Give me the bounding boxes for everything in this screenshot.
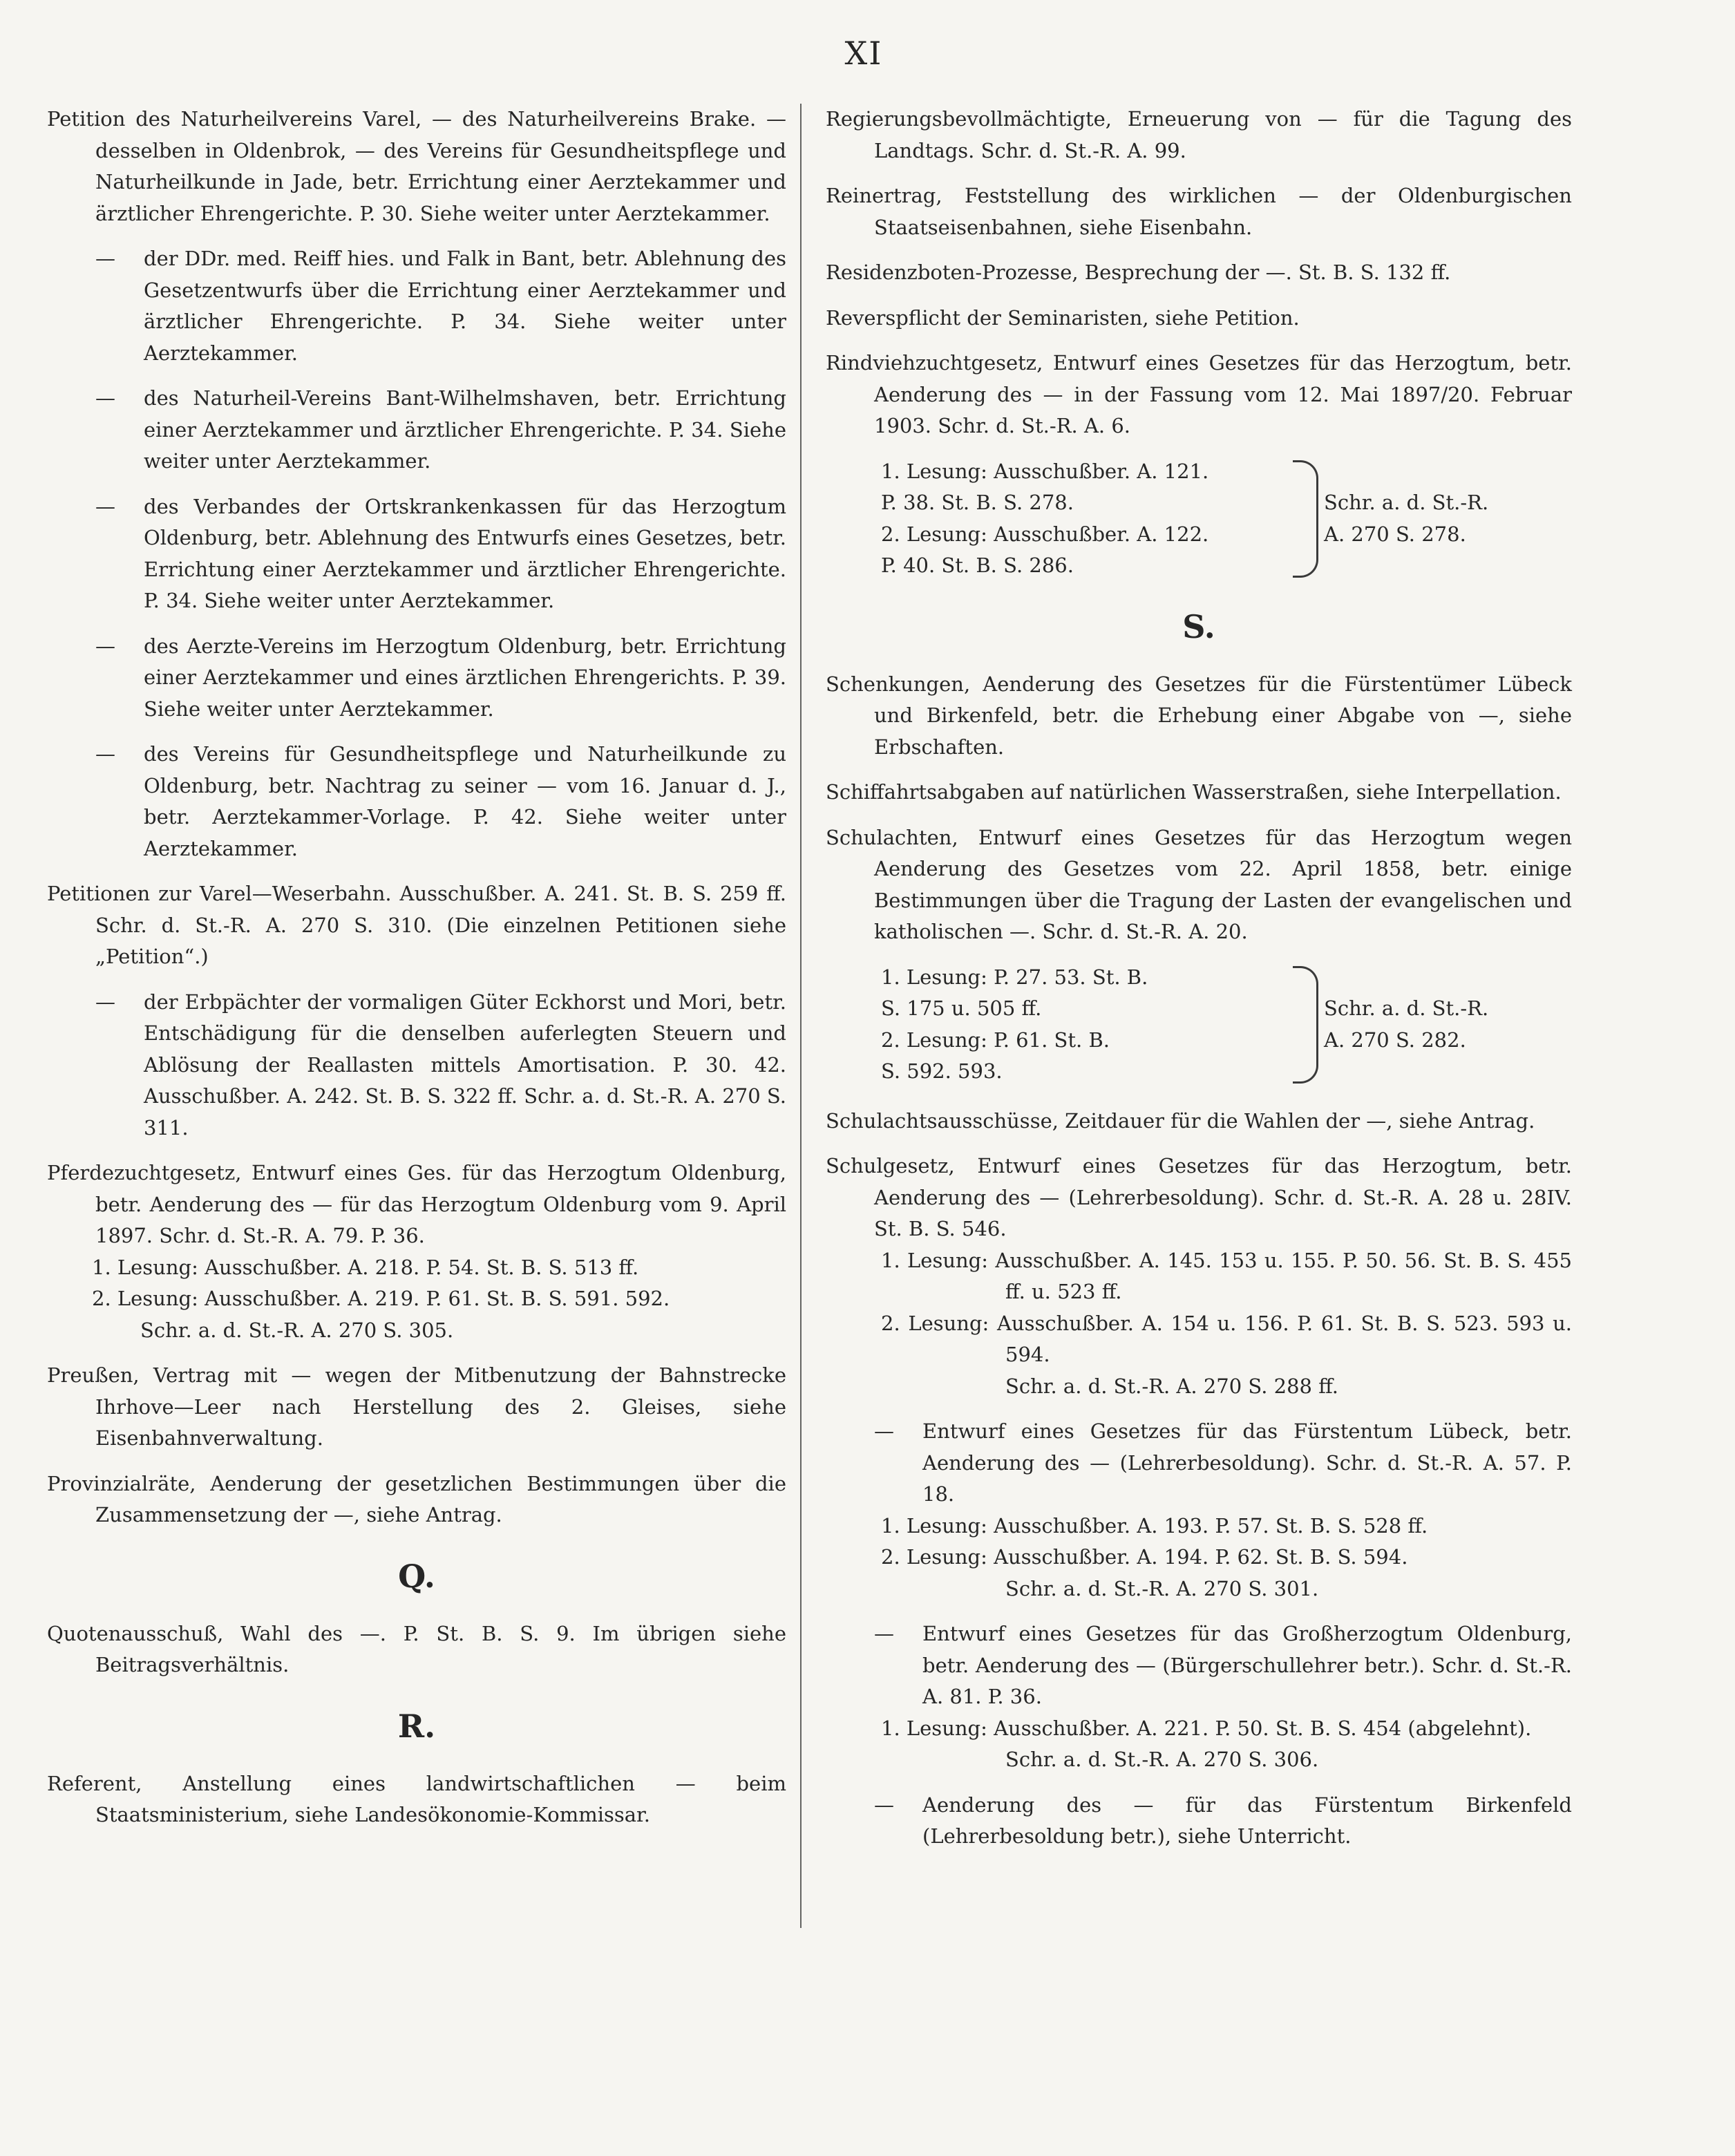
entry-text: Entwurf eines Gesetzes für das Fürstentum Lübeck, betr. Aenderung des — (Lehrerbesoldung). Schr. d. St.-R. A. 57. P. 18. [922, 1419, 1572, 1506]
entry-text: des Vereins für Gesundheitspflege und Naturheilkunde zu Oldenburg, betr. Nachtrag zu seiner — vom 16. Januar d. J., betr. Aerztekammer-Vorlage. P. 42. Siehe weiter unter Aerztekammer. [144, 742, 786, 860]
dash-marker: — [874, 1622, 894, 1645]
reading-line: 2. Lesung: Ausschußber. A. 219. P. 61. St. B. S. 591. 592. [92, 1287, 670, 1310]
index-entry-group [826, 1151, 1572, 1402]
index-entry: Petition des Naturheilvereins Varel, — des Naturheilvereins Brake. — desselben in Oldenbrok, — des Vereins für Gesundheitspflege und Naturheilkunde in Jade, betr. Errichtung einer Aerztekammer und ärztlicher Ehrengerichte. P. 30. Siehe weiter unter Aerztekammer. [47, 107, 786, 225]
index-entry: Petitionen zur Varel—Weserbahn. Ausschußber. A. 241. St. B. S. 259 ff. Schr. d. St.-R. A. 270 S. 310. (Die einzelnen Petitionen siehe „Petition“.) [47, 882, 786, 968]
dash-marker: — [95, 742, 115, 766]
reference-line: Schr. a. d. St.-R. A. 270 S. 301. [1005, 1576, 1319, 1600]
entry-text: des Naturheil-Vereins Bant-Wilhelmshaven, betr. Errichtung einer Aerztekammer und ärztlicher Ehrengerichte. P. 34. Siehe weiter unter Aerztekammer. [144, 386, 786, 473]
section-letter: R. [397, 1707, 436, 1745]
left-column [47, 104, 786, 1845]
right-column [826, 104, 1572, 1866]
dash-marker: — [95, 386, 115, 410]
section-letter: Q. [398, 1557, 435, 1595]
index-subentry [47, 739, 786, 864]
reading-line: P. 40. St. B. S. 286. [881, 554, 1074, 577]
bracketed-readings [826, 456, 1572, 582]
index-subentry [47, 243, 786, 369]
index-entry: Schulgesetz, Entwurf eines Gesetzes für das Herzogtum, betr. Aenderung des — (Lehrerbesoldung). Schr. d. St.-R. A. 28 u. 28IV. St. B. S. 546. [826, 1154, 1572, 1240]
entry-text: der DDr. med. Reiff hies. und Falk in Bant, betr. Ablehnung des Gesetzentwurfs über die Errichtung einer Aerztekammer und ärztlicher Ehrengerichte. P. 34. Siehe weiter unter Aerztekammer. [144, 247, 786, 365]
bracket-reference [1324, 993, 1572, 1056]
brace-bracket [1293, 966, 1318, 1084]
bracketed-readings [826, 962, 1572, 1088]
index-subentry [826, 1790, 1572, 1853]
reading-line: 1. Lesung: Ausschußber. A. 221. P. 50. St. B. S. 454 (abgelehnt). [881, 1716, 1532, 1740]
entry-text: der Erbpächter der vormaligen Güter Eckhorst und Mori, betr. Entschädigung für die denselben auferlegten Steuern und Ablösung der Reallasten mittels Amortisation. P. 30. 42. Ausschußber. A. 242. St. B. S. 322 ff. Schr. a. d. St.-R. A. 270 S. 311. [144, 990, 786, 1140]
index-entry: Reverspflicht der Seminaristen, siehe Petition. [826, 305, 1300, 330]
index-entry: Regierungsbevollmächtigte, Erneuerung von — für die Tagung des Landtags. Schr. d. St.-R. A. 99. [826, 107, 1572, 162]
reading-line: 1. Lesung: Ausschußber. A. 193. P. 57. St. B. S. 528 ff. [881, 1513, 1428, 1538]
index-entry: Schiffahrtsabgaben auf natürlichen Wasserstraßen, siehe Interpellation. [826, 780, 1562, 804]
reference-line: A. 270 S. 282. [1324, 1028, 1466, 1052]
dash-marker: — [874, 1793, 894, 1817]
dash-marker: — [95, 990, 115, 1014]
brace-bracket [1293, 460, 1318, 578]
reading-line: 2. Lesung: P. 61. St. B. [881, 1028, 1110, 1052]
index-subentry [47, 987, 786, 1144]
index-subentry [47, 491, 786, 617]
index-subentry [826, 1618, 1572, 1713]
reading-line: 1. Lesung: P. 27. 53. St. B. [881, 965, 1148, 989]
section-letter: S. [1182, 607, 1215, 645]
entry-text: Aenderung des — für das Fürstentum Birkenfeld (Lehrerbesoldung betr.), siehe Unterricht. [922, 1793, 1572, 1848]
dash-marker: — [95, 247, 115, 270]
index-entry: Quotenausschuß, Wahl des —. P. St. B. S. 9. Im übrigen siehe Beitragsverhältnis. [47, 1621, 786, 1676]
index-entry: Provinzialräte, Aenderung der gesetzlichen Bestimmungen über die Zusammensetzung der —, siehe Antrag. [47, 1471, 786, 1526]
index-entry-group [826, 1416, 1572, 1605]
reading-line: 2. Lesung: Ausschußber. A. 122. [881, 522, 1209, 546]
index-entry: Schenkungen, Aenderung des Gesetzes für die Fürstentümer Lübeck und Birkenfeld, betr. die Erhebung einer Abgabe von —, siehe Erbschaften. [826, 672, 1572, 759]
reference-line: Schr. a. d. St.-R. A. 270 S. 288 ff. [1005, 1374, 1339, 1398]
dash-marker: — [95, 494, 115, 518]
index-entry: Rindviehzuchtgesetz, Entwurf eines Gesetzes für das Herzogtum, betr. Aenderung des — in der Fassung vom 12. Mai 1897/20. Februar 1903. Schr. d. St.-R. A. 6. [826, 351, 1572, 437]
reading-line: S. 175 u. 505 ff. [881, 996, 1042, 1020]
readings-list [826, 456, 1289, 582]
reference-line: A. 270 S. 278. [1324, 522, 1466, 546]
index-entry: Reinertrag, Feststellung des wirklichen — der Oldenburgischen Staatseisenbahnen, siehe Eisenbahn. [826, 184, 1572, 239]
index-entry: Schulachtsausschüsse, Zeitdauer für die Wahlen der —, siehe Antrag. [826, 1108, 1535, 1133]
index-entry: Referent, Anstellung eines landwirtschaftlichen — beim Staatsministerium, siehe Landesökonomie-Kommissar. [47, 1771, 786, 1826]
readings-list [826, 962, 1289, 1088]
reference-line: Schr. a. d. St.-R. [1324, 491, 1489, 514]
page-number: XI [844, 35, 883, 72]
index-entry: Residenzboten-Prozesse, Besprechung der —. St. B. S. 132 ff. [826, 261, 1451, 284]
reading-line: 2. Lesung: Ausschußber. A. 194. P. 62. St. B. S. 594. [881, 1545, 1408, 1569]
entry-text: des Aerzte-Vereins im Herzogtum Oldenburg, betr. Errichtung einer Aerztekammer und eines ärztlichen Ehrengerichts. P. 39. Siehe weiter unter Aerztekammer. [144, 634, 786, 721]
index-entry-group [47, 1157, 786, 1346]
column-divider [800, 104, 802, 1928]
reading-line: 1. Lesung: Ausschußber. A. 218. P. 54. St. B. S. 513 ff. [92, 1255, 639, 1279]
reading-line: 1. Lesung: Ausschußber. A. 121. [881, 459, 1209, 483]
reference-line: Schr. a. d. St.-R. A. 270 S. 306. [1005, 1748, 1319, 1771]
bracket-reference [1324, 487, 1572, 550]
reading-line: S. 592. 593. [881, 1059, 1003, 1083]
reading-line: 2. Lesung: Ausschußber. A. 154 u. 156. P. 61. St. B. S. 523. 593 u. 594. [881, 1311, 1572, 1366]
entry-text: Entwurf eines Gesetzes für das Großherzogtum Oldenburg, betr. Aenderung des — (Bürgerschullehrer betr.). Schr. d. St.-R. A. 81. P. 36. [922, 1622, 1572, 1708]
index-entry: Schulachten, Entwurf eines Gesetzes für das Herzogtum wegen Aenderung des Gesetzes vom 22. April 1858, betr. einige Bestimmungen über die Tragung der Lasten der evangelischen und katholischen —. Schr. d. St.-R. A. 20. [826, 825, 1572, 943]
index-entry: Pferdezuchtgesetz, Entwurf eines Ges. für das Herzogtum Oldenburg, betr. Aenderung des — für das Herzogtum Oldenburg vom 9. April 1897. Schr. d. St.-R. A. 79. P. 36. [47, 1161, 786, 1247]
index-entry: Preußen, Vertrag mit — wegen der Mitbenutzung der Bahnstrecke Ihrhove—Leer nach Herstellung des 2. Gleises, siehe Eisenbahnverwaltung. [47, 1363, 786, 1450]
dash-marker: — [874, 1419, 894, 1443]
reference-line: Schr. a. d. St.-R. [1324, 996, 1489, 1020]
index-subentry [826, 1416, 1572, 1511]
index-entry-group [826, 1618, 1572, 1776]
reference-line: Schr. a. d. St.-R. A. 270 S. 305. [140, 1318, 454, 1342]
reading-line: P. 38. St. B. S. 278. [881, 491, 1074, 514]
reading-line: 1. Lesung: Ausschußber. A. 145. 153 u. 155. P. 50. 56. St. B. S. 455 ff. u. 523 ff. [881, 1248, 1572, 1303]
index-subentry [47, 631, 786, 726]
dash-marker: — [95, 634, 115, 658]
entry-text: des Verbandes der Ortskrankenkassen für das Herzogtum Oldenburg, betr. Ablehnung des Entwurfs eines Gesetzes, betr. Errichtung einer Aerztekammer und ärztlicher Ehrengerichte. P. 34. Siehe weiter unter Aerztekammer. [144, 494, 786, 612]
index-subentry [47, 383, 786, 477]
